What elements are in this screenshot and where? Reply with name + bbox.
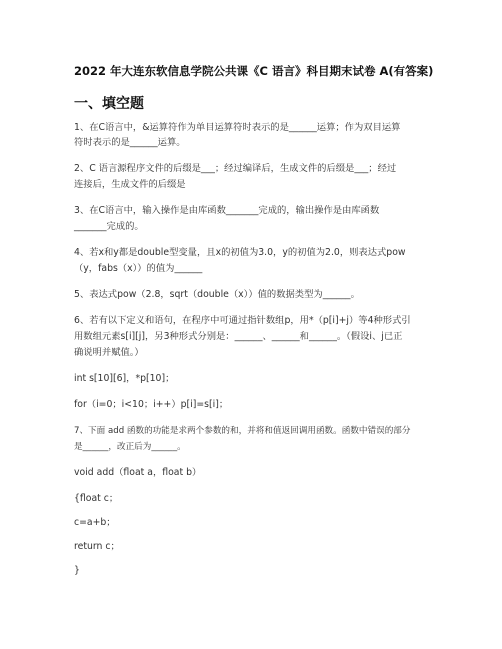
code-line: int s[10][6]，*p[10]； (74, 373, 175, 384)
code-line: } (74, 565, 80, 576)
document-title: 2022 年大连东软信息学院公共课《C 语言》科目期末试卷 A(有答案) (74, 64, 434, 78)
question-4-line-2: （y，fabs（x））的值为______ (74, 263, 203, 274)
question-1-line-2: 符时表示的是______运算。 (74, 137, 186, 148)
question-2-line-2: 连接后，生成文件的后缀是 (74, 179, 186, 190)
question-3-line-1: 3、在C语言中，输入操作是由库函数_______完成的，输出操作是由库函数 (74, 205, 380, 216)
code-line: {float c； (74, 493, 119, 504)
question-6-line-3: 确说明并赋值。） (74, 347, 144, 358)
question-3-line-2: _______完成的。 (74, 221, 144, 232)
question-1-line-1: 1、在C语言中，&运算符作为单目运算符时表示的是______运算；作为双目运算 (74, 122, 401, 133)
code-line: c=a+b； (74, 517, 116, 528)
question-6-line-2: 用数组元素s[i][j]，另3种形式分别是：______、______和______。（假设i、j已正 (74, 331, 403, 342)
section-heading: 一、填空题 (74, 96, 144, 112)
question-2-line-1: 2、C 语言源程序文件的后缀是___；经过编译后，生成文件的后缀是___；经过 (74, 163, 397, 174)
code-line: for（i=0；i<10；i++）p[i]=s[i]； (74, 399, 229, 410)
code-line: return c； (74, 541, 120, 552)
question-5-line-1: 5、表达式pow（2.8，sqrt（double（x））值的数据类型为______。 (74, 289, 360, 300)
question-7-line-2: 是______，改正后为______。 (74, 442, 186, 452)
question-7-line-1: 7、下面 add 函数的功能是求两个参数的和，并将和值返回调用函数。函数中错误的部分 (74, 426, 411, 436)
question-4-line-1: 4、若x和y都是double型变量，且x的初值为3.0，y的初值为2.0，则表达式pow (74, 247, 406, 258)
question-6-line-1: 6、若有以下定义和语句，在程序中可通过指针数组p，用*（p[i]+j）等4种形式引 (74, 315, 411, 326)
code-line: void add（float a，float b） (74, 467, 202, 478)
